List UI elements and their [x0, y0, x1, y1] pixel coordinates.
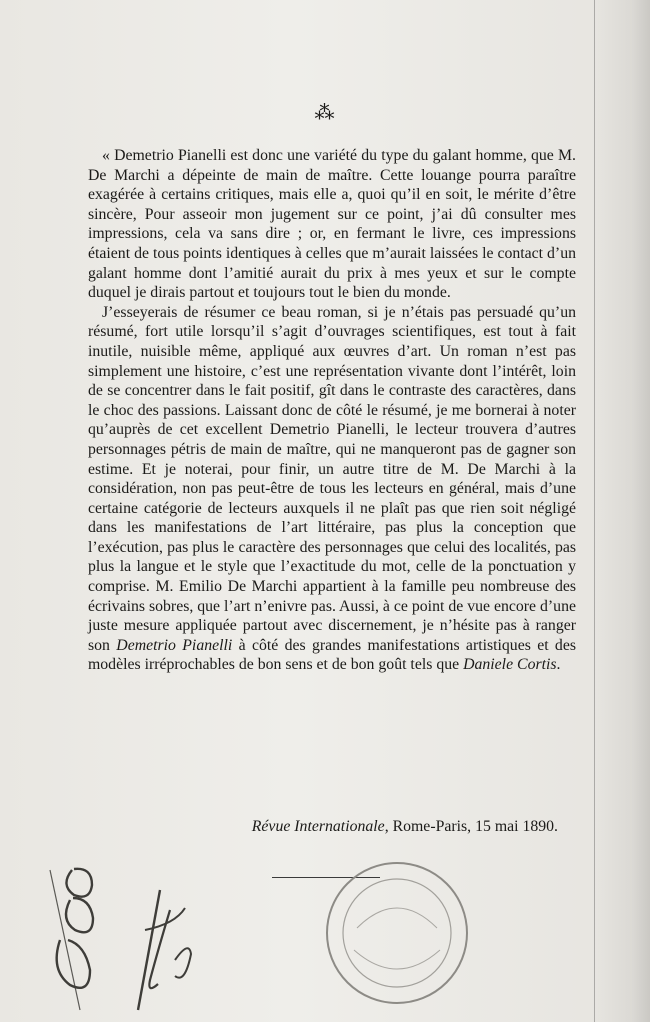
page-fold-line [594, 0, 595, 1022]
text-run: . [556, 656, 561, 674]
page-edge-shadow [592, 0, 650, 1022]
italic-title: Daniele Cortis [463, 656, 557, 674]
citation-venue: Révue Internationale [251, 818, 385, 835]
text-run: « Demetrio Pianelli est donc une variété du type du galant homme, que M. De Marchi a dépeinte de main de maître. Cette louange pourra paraître exagérée à certains critiques, mais elle a, quoi qu’il en soit, le mérite d’être sincère, Pour asseoir mon jugement sur ce point, j’ai dû consulter mes impressions, cela va sans dire ; or, en fermant le livre, ces impressions étaient de tous points identiques à celles que m’aurait laissées le contact d’un galant homme dont l’amitié aurait du prix à mes yeux et sur le compte duquel je dirais partout et toujours tout le bien du monde. [88, 147, 576, 302]
paragraph-2 [88, 303, 576, 675]
handwritten-shelfmark-icon [20, 850, 220, 1020]
italic-title: Demetrio Pianelli [116, 636, 233, 654]
source-citation [88, 818, 558, 836]
text-run: à côté des grandes manifestations artistiques et des modèles irréprochables de bon sens et de bon goût tels que [88, 636, 576, 674]
citation-place-date: , Rome-Paris, 15 mai 1890. [384, 818, 558, 835]
library-stamp-icon [322, 858, 472, 1008]
paragraph-1 [88, 146, 576, 303]
body-text [88, 146, 576, 675]
text-run: J’esseyerais de résumer ce beau roman, si je n’étais pas persuadé qu’un résumé, fort utile lorsqu’il s’agit d’ouvrages scientifiques, est tout à fait inutile, nuisible même, appliqué aux œuvres d’art. Un roman n’est pas simplement une histoire, c’est une représentation vivante dont l’intérêt, loin de se concentrer dans le fait positif, gît dans le contraste des caractères, dans le choc des passions. Laissant donc de côté le résumé, je me bornerai à noter qu’auprès de cet excellent Demetrio Pianelli, le lecteur trouvera d’autres personnages pétris de main de maître, qui ne manqueront pas de gagner son estime. Et je noterai, pour finir, un autre titre de M. De Marchi à la considération, non pas peut-être de tous les lecteurs en général, mais d’une certaine catégorie de lecteurs auxquels il ne plaît pas que rien soit négligé dans les manifestations de l’art littéraire, pas plus la conception que l’exécution, pas plus le caractère des personnages que celui des localités, pas plus la langue et le style que l’exactitude du mot, celle de la ponctuation y comprise. M. Emilio De Marchi appartient à la famille peu nombreuse des écrivains sobres, que l’art n’enivre pas. Aussi, à ce point de vue encore d’une juste mesure appliquée partout avec discernement, je n’hésite pas à ranger son [88, 303, 576, 654]
asterism-ornament: ⁂ [314, 102, 336, 124]
